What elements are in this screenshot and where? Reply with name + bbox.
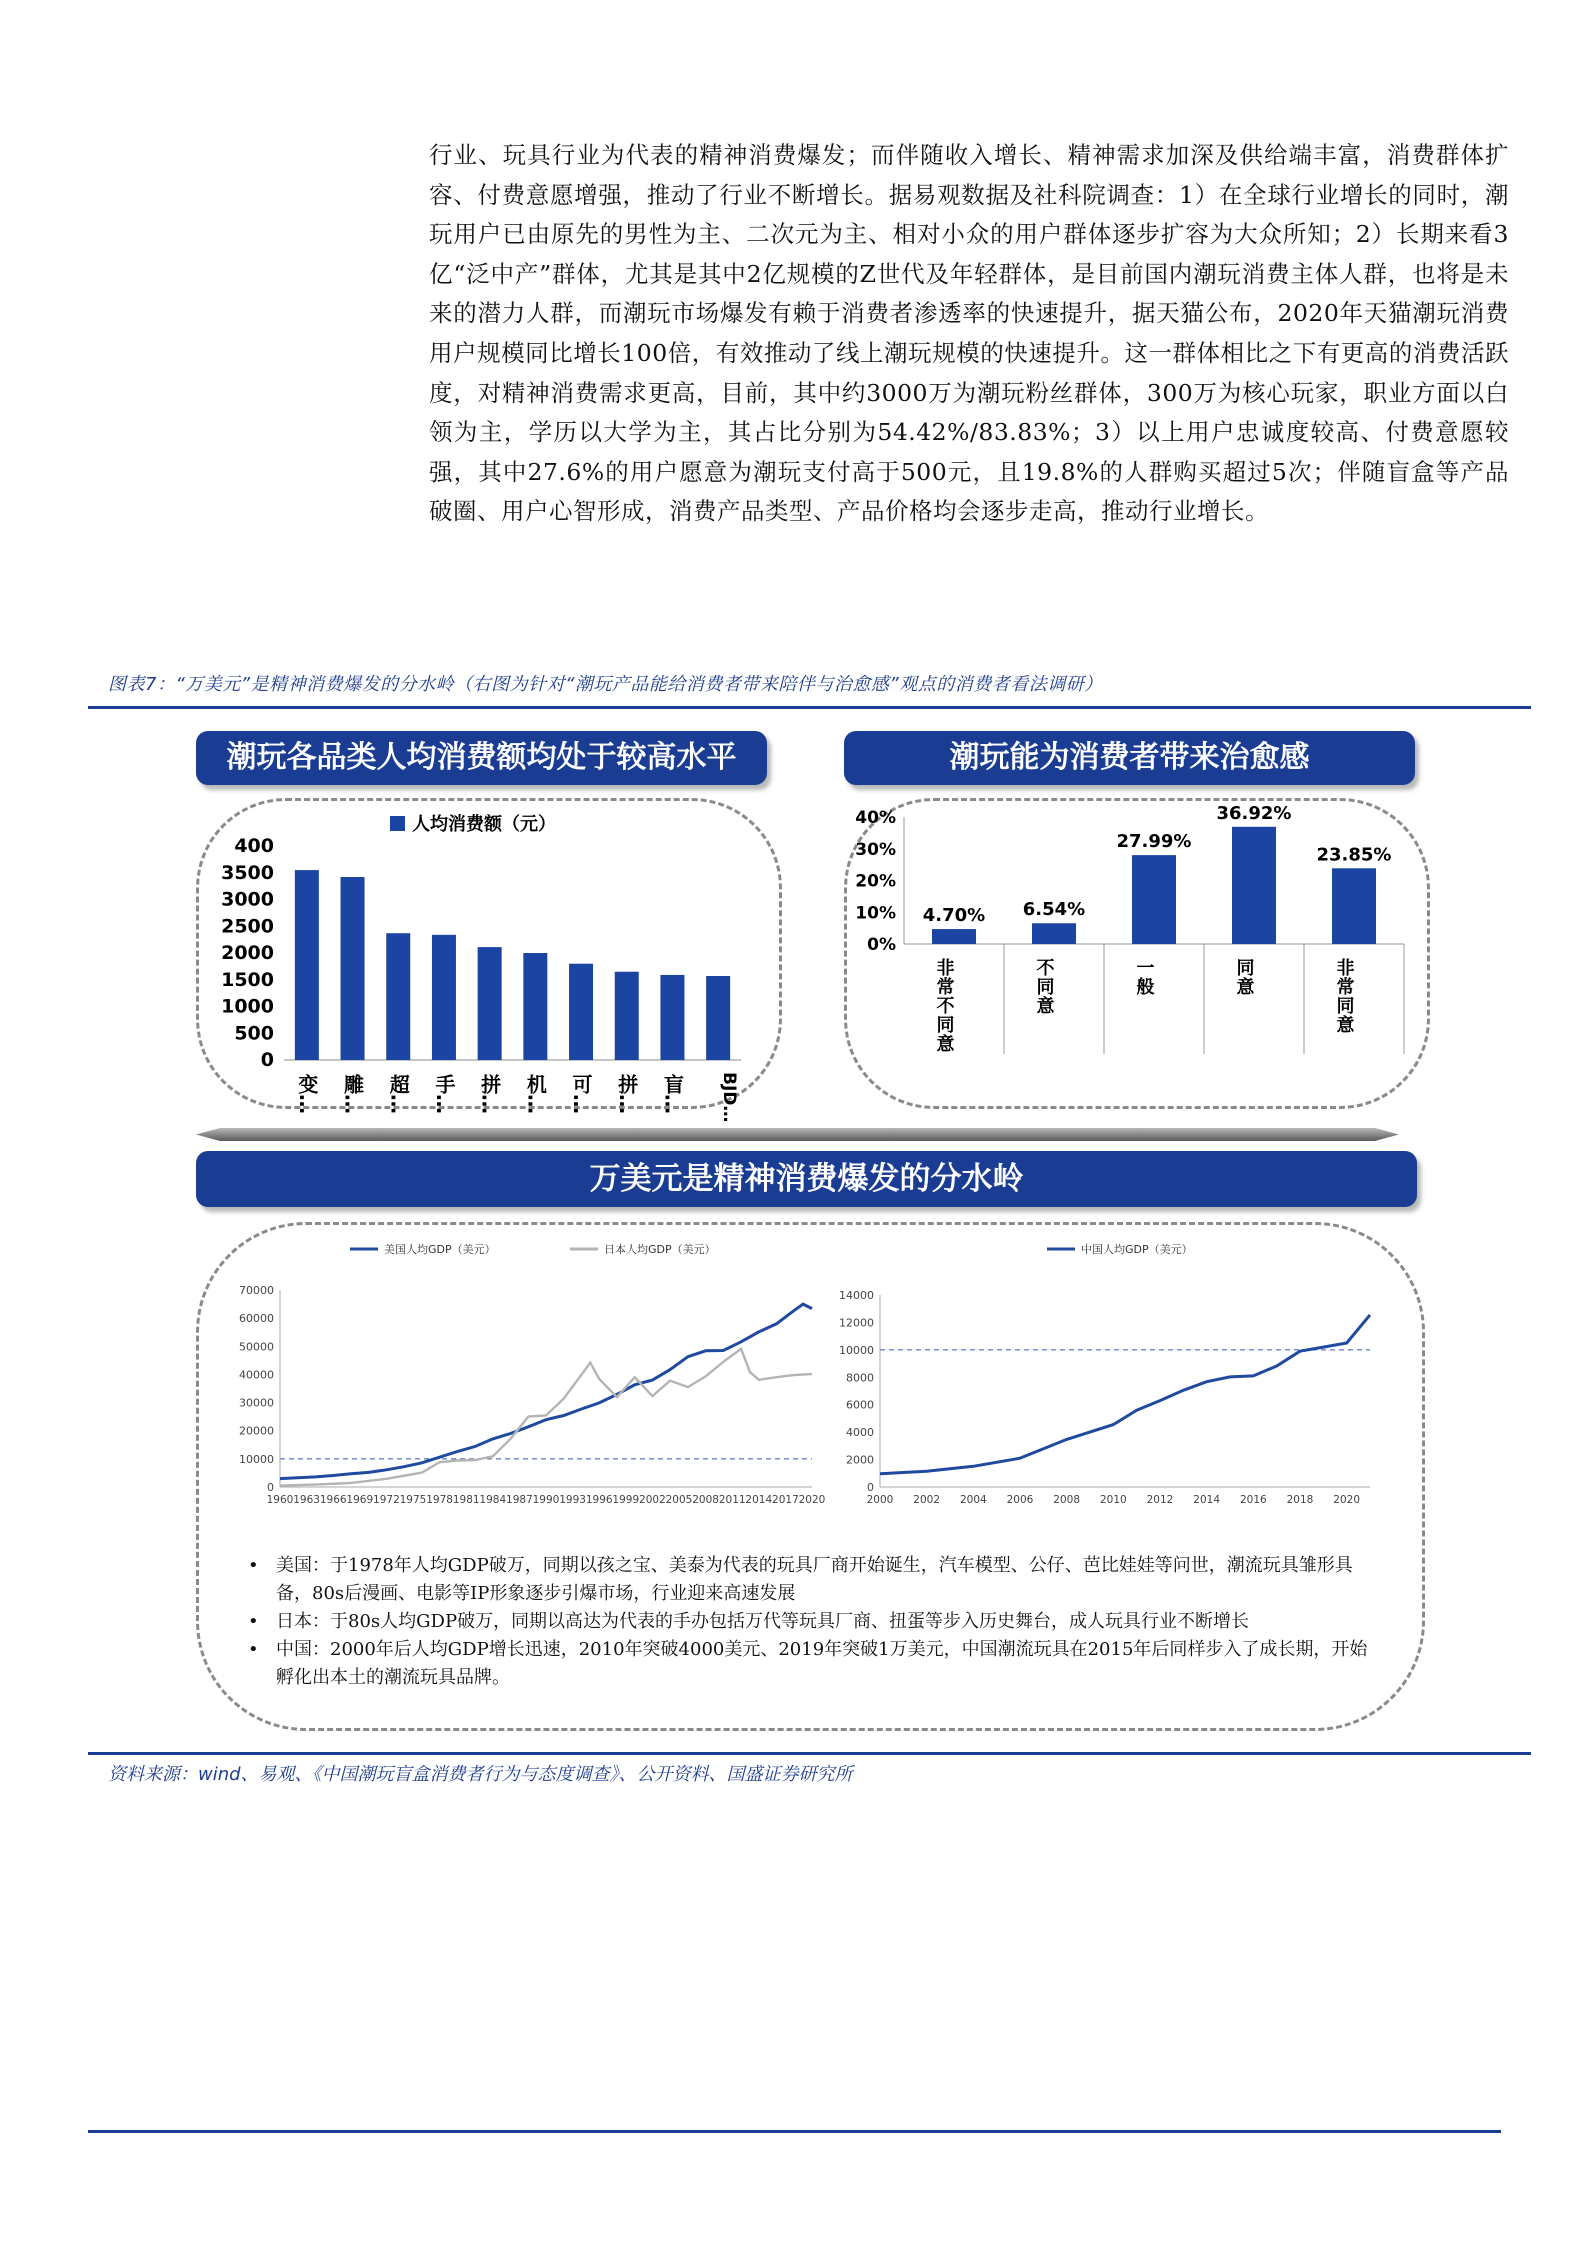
x-tick-label: 2017 xyxy=(772,1494,799,1506)
y-tick-label: 2000 xyxy=(221,942,274,964)
x-tick-label: 1990 xyxy=(532,1494,560,1506)
x-tick-label: 拼… xyxy=(614,1074,639,1114)
bar xyxy=(1332,868,1376,944)
us-japan-gdp-chart xyxy=(220,1225,826,1525)
source-note: 资料来源：wind、易观、《中国潮玩盲盒消费者行为与态度调查》、公开资料、国盛证券研究所 xyxy=(108,1764,853,1785)
x-tick-label: 2004 xyxy=(959,1494,987,1506)
y-tick-label: 0 xyxy=(867,1481,874,1494)
bar xyxy=(706,976,730,1060)
x-tick-label: 1975 xyxy=(399,1494,427,1506)
banner-right: 潮玩能为消费者带来治愈感 xyxy=(844,731,1415,785)
legend-label: 美国人均GDP（美元） xyxy=(384,1243,496,1256)
bar xyxy=(1132,855,1176,944)
divider-bar xyxy=(196,1128,1399,1141)
x-tick-label: 1960 xyxy=(266,1494,294,1506)
y-tick-label: 8000 xyxy=(846,1371,874,1385)
x-tick-label: 1999 xyxy=(612,1494,640,1506)
y-tick-label: 30% xyxy=(855,839,896,860)
y-tick-label: 0 xyxy=(267,1481,274,1494)
data-label: 36.92% xyxy=(1216,802,1292,824)
data-label: 4.70% xyxy=(922,905,986,927)
x-tick-label: 2006 xyxy=(1006,1494,1034,1506)
y-tick-label: 20% xyxy=(855,871,896,892)
y-tick-label: 14000 xyxy=(839,1289,874,1302)
x-tick-label: 超… xyxy=(386,1074,411,1114)
x-tick-label: 1972 xyxy=(373,1494,400,1506)
y-tick-label: 4000 xyxy=(846,1426,874,1440)
x-tick-label: 2002 xyxy=(913,1494,941,1506)
y-tick-label: 2000 xyxy=(846,1453,874,1467)
x-tick-label: 手… xyxy=(431,1074,456,1114)
bar xyxy=(295,870,319,1060)
y-tick-label: 1000 xyxy=(221,995,274,1018)
y-tick-label: 10% xyxy=(855,903,896,924)
legend-label: 人均消费额（元） xyxy=(412,814,556,835)
per-capita-spend-chart xyxy=(196,798,776,1123)
legend-label: 日本人均GDP（美元） xyxy=(604,1243,716,1256)
x-tick-label: 2010 xyxy=(1099,1494,1127,1506)
y-tick-label: 12000 xyxy=(839,1316,874,1330)
x-tick-label: 2014 xyxy=(745,1494,773,1506)
series-line xyxy=(880,1315,1370,1474)
x-tick-label: 2020 xyxy=(798,1494,826,1506)
x-tick-label: 1993 xyxy=(559,1494,586,1506)
x-tick-label: 2014 xyxy=(1193,1494,1221,1506)
y-tick-label: 50000 xyxy=(239,1340,274,1354)
x-tick-label: BJD… xyxy=(719,1072,740,1123)
y-tick-label: 1500 xyxy=(221,968,274,991)
y-tick-label: 40% xyxy=(855,808,896,828)
y-tick-label: 10000 xyxy=(839,1343,874,1357)
y-tick-label: 3000 xyxy=(221,888,274,911)
x-tick-label: 2020 xyxy=(1333,1494,1361,1506)
banner-bottom: 万美元是精神消费爆发的分水岭 xyxy=(196,1151,1417,1207)
x-tick-label: 2012 xyxy=(1146,1494,1174,1506)
x-tick-label: 1969 xyxy=(346,1494,374,1506)
y-tick-label: 40000 xyxy=(239,1368,274,1382)
body-paragraph: 行业、玩具行业为代表的精神消费爆发；而伴随收入增长、精神需求加深及供给端丰富，消费群体扩容、付费意愿增强，推动了行业不断增长。据易观数据及社科院调查：1）在全球行业增长的同时，潮玩用户已由原先的男性为主、二次元为主、相对小众的用户群体逐步扩容为大众所知；2）长期来看3亿“泛中产”群体，尤其是其中2亿规模的Z世代及年轻群体，是目前国内潮玩消费主体人群，也将是未来的潜力人群，而潮玩市场爆发有赖于消费者渗透率的快速提升，据天猫公布，2020年天猫潮玩消费用户规模同比增长100倍，有效推动了线上潮玩规模的快速提升。这一群体相比之下有更高的消费活跃度，对精神消费需求更高，目前，其中约3000万为潮玩粉丝群体，300万为核心玩家，职业方面以白领为主，学历以大学为主，其占比分别为54.42%/83.83%；3）以上用户忠诚度较高、付费意愿较强，其中27.6%的用户愿意为潮玩支付高于500元，且19.8%的人群购买超过5次；伴随盲盒等产品破圈、用户心智形成，消费产品类型、产品价格均会逐步走高，推动行业增长。 xyxy=(429,141,1509,526)
bar xyxy=(1032,923,1076,944)
y-tick-label: 2500 xyxy=(221,915,274,938)
y-tick-label: 0% xyxy=(867,935,896,955)
source-rule xyxy=(88,1752,1531,1755)
x-tick-label: 不同意 xyxy=(1033,958,1055,1015)
y-tick-label: 500 xyxy=(234,1022,274,1045)
x-tick-label: 变… xyxy=(294,1074,319,1114)
bar xyxy=(1232,827,1276,944)
x-tick-label: 盲… xyxy=(660,1074,685,1114)
y-tick-label: 60000 xyxy=(239,1312,274,1326)
x-tick-label: 2008 xyxy=(1053,1494,1081,1506)
x-tick-label: 1996 xyxy=(585,1494,613,1506)
figure-caption: 图表7：“万美元”是精神消费爆发的分水岭（右图为针对“潮玩产品能给消费者带来陪伴与治愈感”观点的消费者看法调研） xyxy=(108,674,1103,695)
x-tick-label: 非常不同意 xyxy=(933,958,955,1053)
china-gdp-chart xyxy=(835,1225,1395,1525)
notes-list xyxy=(244,1552,1379,1692)
x-tick-label: 非常同意 xyxy=(1333,958,1355,1034)
x-tick-label: 2016 xyxy=(1239,1494,1267,1506)
x-tick-label: 2005 xyxy=(665,1494,693,1506)
caption-rule xyxy=(88,706,1531,709)
bar xyxy=(660,975,684,1060)
series-line xyxy=(280,1304,812,1479)
y-tick-label: 30000 xyxy=(239,1396,274,1410)
bar xyxy=(478,947,502,1060)
bar xyxy=(341,877,365,1060)
y-tick-label: 70000 xyxy=(239,1284,274,1297)
legend-label: 中国人均GDP（美元） xyxy=(1081,1243,1193,1256)
banner-left: 潮玩各品类人均消费额均处于较高水平 xyxy=(196,731,767,785)
x-tick-label: 1966 xyxy=(319,1494,347,1506)
data-label: 23.85% xyxy=(1316,844,1392,866)
x-tick-label: 2008 xyxy=(692,1494,719,1506)
x-tick-label: 2018 xyxy=(1286,1494,1314,1506)
y-tick-label: 0 xyxy=(260,1049,274,1071)
bar xyxy=(615,972,639,1060)
x-tick-label: 1978 xyxy=(426,1494,453,1506)
y-tick-label: 10000 xyxy=(239,1452,274,1466)
x-tick-label: 机… xyxy=(523,1074,548,1114)
bar xyxy=(432,935,456,1060)
x-tick-label: 1963 xyxy=(293,1494,320,1506)
series-line xyxy=(280,1349,812,1486)
healing-survey-chart xyxy=(844,798,1424,1103)
note-japan: • 日本：于80s人均GDP破万，同期以高达为代表的手办包括万代等玩具厂商、扭蛋等步入历史舞台，成人玩具行业不断增长 xyxy=(244,1608,1379,1636)
y-tick-label: 20000 xyxy=(239,1424,274,1438)
x-tick-label: 2002 xyxy=(639,1494,666,1506)
x-tick-label: 一般 xyxy=(1133,958,1155,996)
y-tick-label: 6000 xyxy=(846,1398,874,1412)
x-tick-label: 1984 xyxy=(479,1494,507,1506)
x-tick-label: 雕… xyxy=(340,1074,365,1114)
x-tick-label: 拼… xyxy=(477,1074,502,1114)
bar xyxy=(569,964,593,1060)
note-china: • 中国：2000年后人均GDP增长迅速，2010年突破4000美元、2019年突破1万美元，中国潮流玩具在2015年后同样步入了成长期，开始孵化出本土的潮流玩具品牌。 xyxy=(244,1636,1379,1692)
bar xyxy=(386,933,410,1060)
y-tick-label: 3500 xyxy=(221,861,274,884)
data-label: 27.99% xyxy=(1116,831,1192,853)
x-tick-label: 2011 xyxy=(718,1494,746,1506)
note-us: • 美国：于1978年人均GDP破万，同期以孩之宝、美泰为代表的玩具厂商开始诞生，汽车模型、公仔、芭比娃娃等问世，潮流玩具雏形具备，80s后漫画、电影等IP形象逐步引爆市场，行业迎来高速发展 xyxy=(244,1552,1379,1608)
x-tick-label: 1987 xyxy=(506,1494,533,1506)
bar xyxy=(932,929,976,944)
x-tick-label: 1981 xyxy=(452,1494,480,1506)
footer-rule xyxy=(88,2130,1501,2133)
data-label: 6.54% xyxy=(1022,899,1086,921)
x-tick-label: 可… xyxy=(569,1074,594,1114)
y-tick-label: 400 xyxy=(234,835,274,857)
bar xyxy=(523,953,547,1060)
x-tick-label: 同意 xyxy=(1233,958,1255,996)
legend-swatch xyxy=(390,816,405,831)
x-tick-label: 2000 xyxy=(866,1494,894,1506)
